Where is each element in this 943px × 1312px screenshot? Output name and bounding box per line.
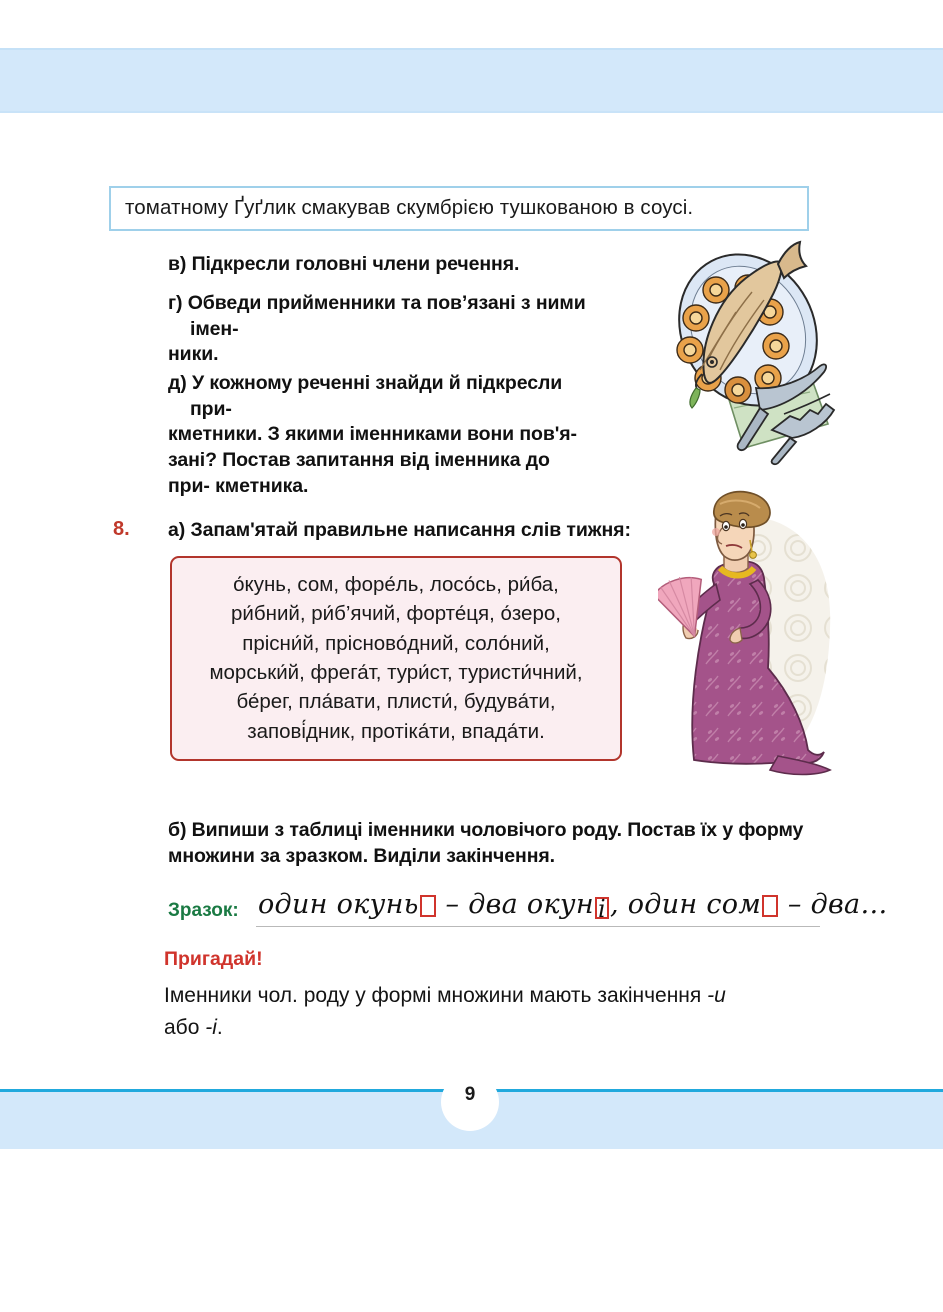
page-number: 9	[464, 1084, 476, 1105]
sample-segment-4: – два…	[779, 889, 888, 920]
ending-box-marked: і	[595, 897, 609, 919]
sentence-box: томатному Ґуґлик смакував скумбрією тушкованою в соусі.	[109, 186, 809, 231]
header-band	[0, 48, 943, 113]
word-list-line: запові́дник, протіка́ти, впада́ти.	[247, 719, 545, 743]
exercise-8-part-b	[168, 818, 816, 869]
task-d-line1: д) У кожному реченні знайди й підкресли при-	[168, 372, 563, 420]
ending-box-empty	[420, 895, 436, 917]
sample-baseline	[256, 926, 820, 927]
word-list-line: о́кунь, сом, форе́ль, лосо́сь, ри́ба,	[233, 573, 559, 596]
exercise-number-8: 8.	[113, 518, 130, 540]
sample-label: Зразок:	[168, 900, 239, 921]
exercise-8b-line1: б) Випиши з таблиці іменники чоловічого роду. Постав їх у форму	[168, 819, 804, 841]
sample-handwriting	[258, 889, 888, 923]
sample-segment-3: , один сом	[609, 889, 762, 920]
recall-ending-i: -и	[707, 984, 726, 1007]
sample-segment-2: – два окун	[436, 889, 594, 920]
task-d-line3: зані? Постав запитання від іменника до при-	[168, 449, 550, 497]
exercise-8-part-a	[168, 518, 638, 544]
recall-title: Пригадай!	[164, 948, 263, 970]
word-list-box	[170, 556, 622, 761]
recall-line2-after: .	[216, 1015, 223, 1039]
sample-row	[168, 889, 888, 935]
task-d-line2: кметники. З якими іменниками вони пов'я-	[168, 423, 577, 446]
task-g-line2: ники.	[168, 343, 219, 366]
recall-text	[164, 980, 844, 1043]
sample-segment-1: один окунь	[258, 889, 419, 920]
ending-box-empty	[762, 895, 778, 917]
task-g-line1: г) Обведи прийменники та пов’язані з ними імен-	[168, 292, 586, 340]
exercise-8a-text: а) Запам'ятай правильне написання слів тижня:	[168, 519, 631, 541]
exercise-8b-line2: множини за зразком. Виділи закінчення.	[168, 844, 555, 867]
task-g	[168, 291, 586, 368]
word-list-line: ри́бний, ри́б’ячий, форте́ця, о́зеро,	[231, 602, 561, 626]
lady-with-fan-illustration	[658, 488, 854, 784]
word-list-line: бе́рег, пла́вати, плисти́, будува́ти,	[236, 690, 556, 714]
word-list-line: морськи́й, фрега́т, тури́ст, туристи́чний,	[209, 660, 583, 684]
recall-line2-before: або	[164, 1015, 206, 1039]
task-d-line4: кметника.	[215, 474, 309, 497]
recall-line1-before: Іменники чол. роду у формі множини мають закінчення	[164, 984, 708, 1007]
word-list-line: прісни́й, прісново́дний, соло́ний,	[242, 631, 550, 655]
task-d	[168, 371, 593, 500]
task-v	[168, 252, 598, 278]
task-v-text: в) Підкресли головні члени речення.	[168, 253, 520, 275]
fish-on-plate-illustration	[660, 238, 852, 470]
recall-ending-ii: -і	[205, 1015, 217, 1039]
